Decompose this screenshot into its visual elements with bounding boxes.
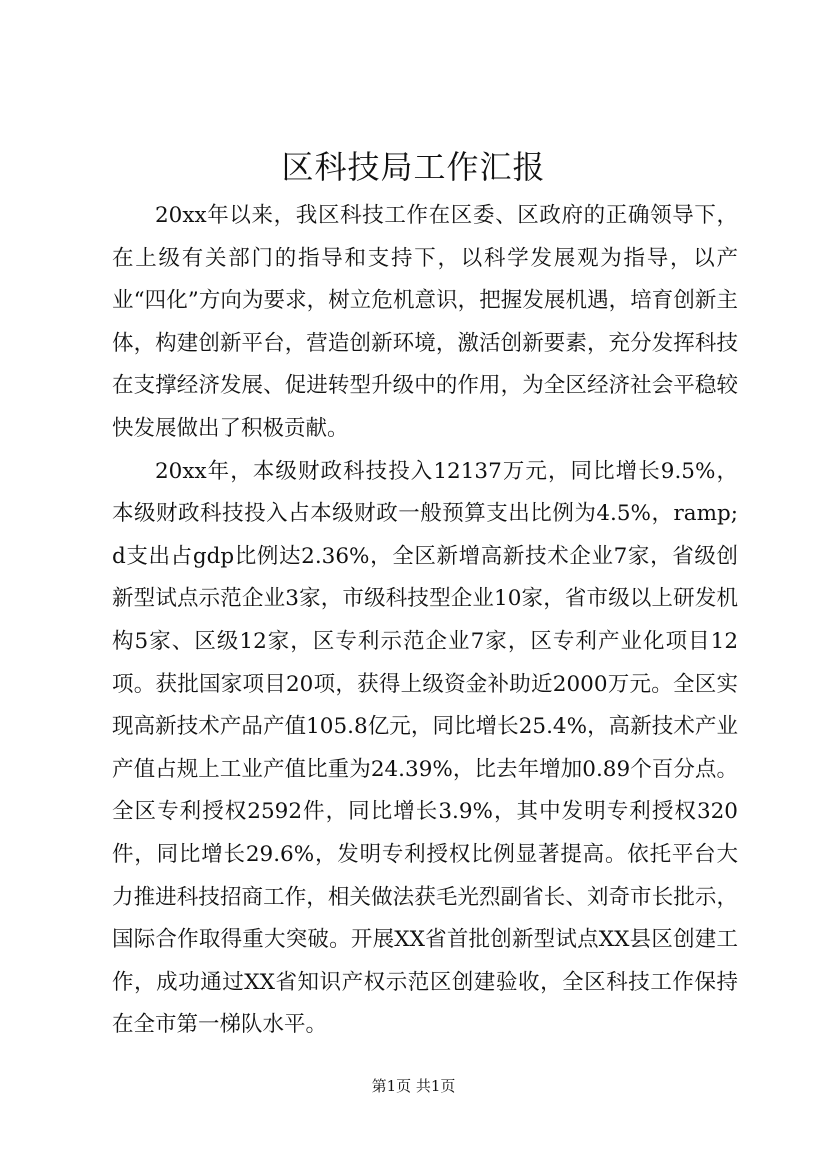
paragraph-intro: 20xx年以来，我区科技工作在区委、区政府的正确领导下，在上级有关部门的指导和支持下，以科学发展观为指导，以产业“四化”方向为要求，树立危机意识，把握发展机遇，培育创新主体，构建创新平台，营造创新环境，激活创新要素，充分发挥科技在支撑经济发展、促进转型升级中的作用，为全区经济社会平稳较快发展做出了积极贡献。 xyxy=(112,203,738,441)
page-footer: 第1页 共1页 xyxy=(371,1077,456,1095)
document-body xyxy=(112,195,738,1047)
page-title: 区科技局工作汇报 xyxy=(281,148,546,186)
paragraph-statistics: 20xx年，本级财政科技投入12137万元，同比增长9.5%，本级财政科技投入占本级财政一般预算支出比例为4.5%，ramp;d支出占gdp比例达2.36%，全区新增高新技术企业7家，省级创新型试点示范企业3家，市级科技型企业10家，省市级以上研发机构5家、区级12家，区专利示范企业7家，区专利产业化项目12项。获批国家项目20项，获得上级资金补助近2000万元。全区实现高新技术产品产值105.8亿元，同比增长25.4%，高新技术产业产值占规上工业产值比重为24.39%，比去年增加0.89个百分点。全区专利授权2592件，同比增长3.9%，其中发明专利授权320件，同比增长29.6%，发明专利授权比例显著提高。依托平台大力推进科技招商工作，相关做法获毛光烈副省长、刘奇市长批示，国际合作取得重大突破。开展XX省首批创新型试点XX县区创建工作，成功通过XX省知识产权示范区创建验收，全区科技工作保持在全市第一梯队水平。 xyxy=(112,458,738,1038)
